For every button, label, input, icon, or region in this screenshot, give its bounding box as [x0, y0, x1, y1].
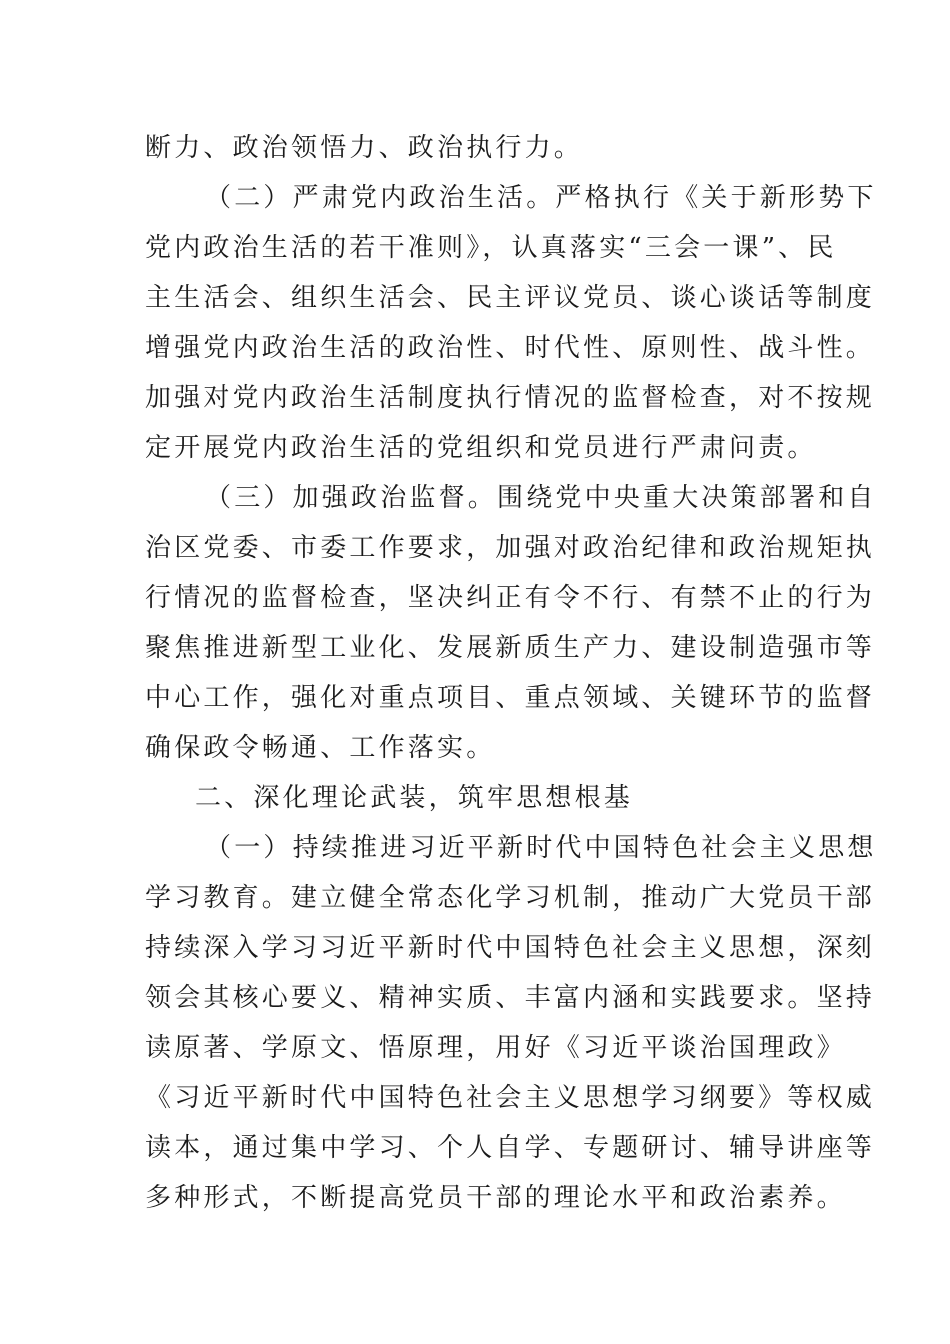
paragraph-start-line: （一）持续推进习近平新时代中国特色社会主义思想 — [205, 833, 877, 863]
text-line: 《习近平新时代中国特色社会主义思想学习纲要》等权威 — [145, 1083, 876, 1113]
text-line: 行情况的监督检查，坚决纠正有令不行、有禁不止的行为 — [145, 583, 876, 613]
text-line: 中心工作，强化对重点项目、重点领域、关键环节的监督 — [145, 683, 876, 713]
text-line: 主生活会、组织生活会、民主评议党员、谈心谈话等制度 — [145, 283, 876, 313]
text-line: 多种形式，不断提高党员干部的理论水平和政治素养。 — [145, 1183, 846, 1213]
text-line: 持续深入学习习近平新时代中国特色社会主义思想，深刻 — [145, 933, 876, 963]
text-line: 领会其核心要义、精神实质、丰富内涵和实践要求。坚持 — [145, 983, 876, 1013]
text-line: 加强对党内政治生活制度执行情况的监督检查，对不按规 — [145, 383, 876, 413]
section-heading: 二、深化理论武装，筑牢思想根基 — [195, 783, 634, 813]
text-line: 确保政令畅通、工作落实。 — [145, 733, 496, 763]
text-line: 聚焦推进新型工业化、发展新质生产力、建设制造强市等 — [145, 633, 876, 663]
text-line: 断力、政治领悟力、政治执行力。 — [145, 133, 584, 163]
paragraph-start-line: （三）加强政治监督。围绕党中央重大决策部署和自 — [205, 483, 877, 513]
text-line: 定开展党内政治生活的党组织和党员进行严肃问责。 — [145, 433, 817, 463]
text-line: 治区党委、市委工作要求，加强对政治纪律和政治规矩执 — [145, 533, 876, 563]
paragraph-start-line: （二）严肃党内政治生活。严格执行《关于新形势下 — [205, 183, 877, 213]
text-line: 学习教育。建立健全常态化学习机制，推动广大党员干部 — [145, 883, 876, 913]
text-line: 读原著、学原文、悟原理，用好《习近平谈治国理政》 — [145, 1033, 846, 1063]
text-line: 党内政治生活的若干准则》，认真落实“三会一课”、民 — [145, 233, 837, 263]
text-line: 增强党内政治生活的政治性、时代性、原则性、战斗性。 — [145, 333, 876, 363]
text-line: 读本，通过集中学习、个人自学、专题研讨、辅导讲座等 — [145, 1133, 876, 1163]
